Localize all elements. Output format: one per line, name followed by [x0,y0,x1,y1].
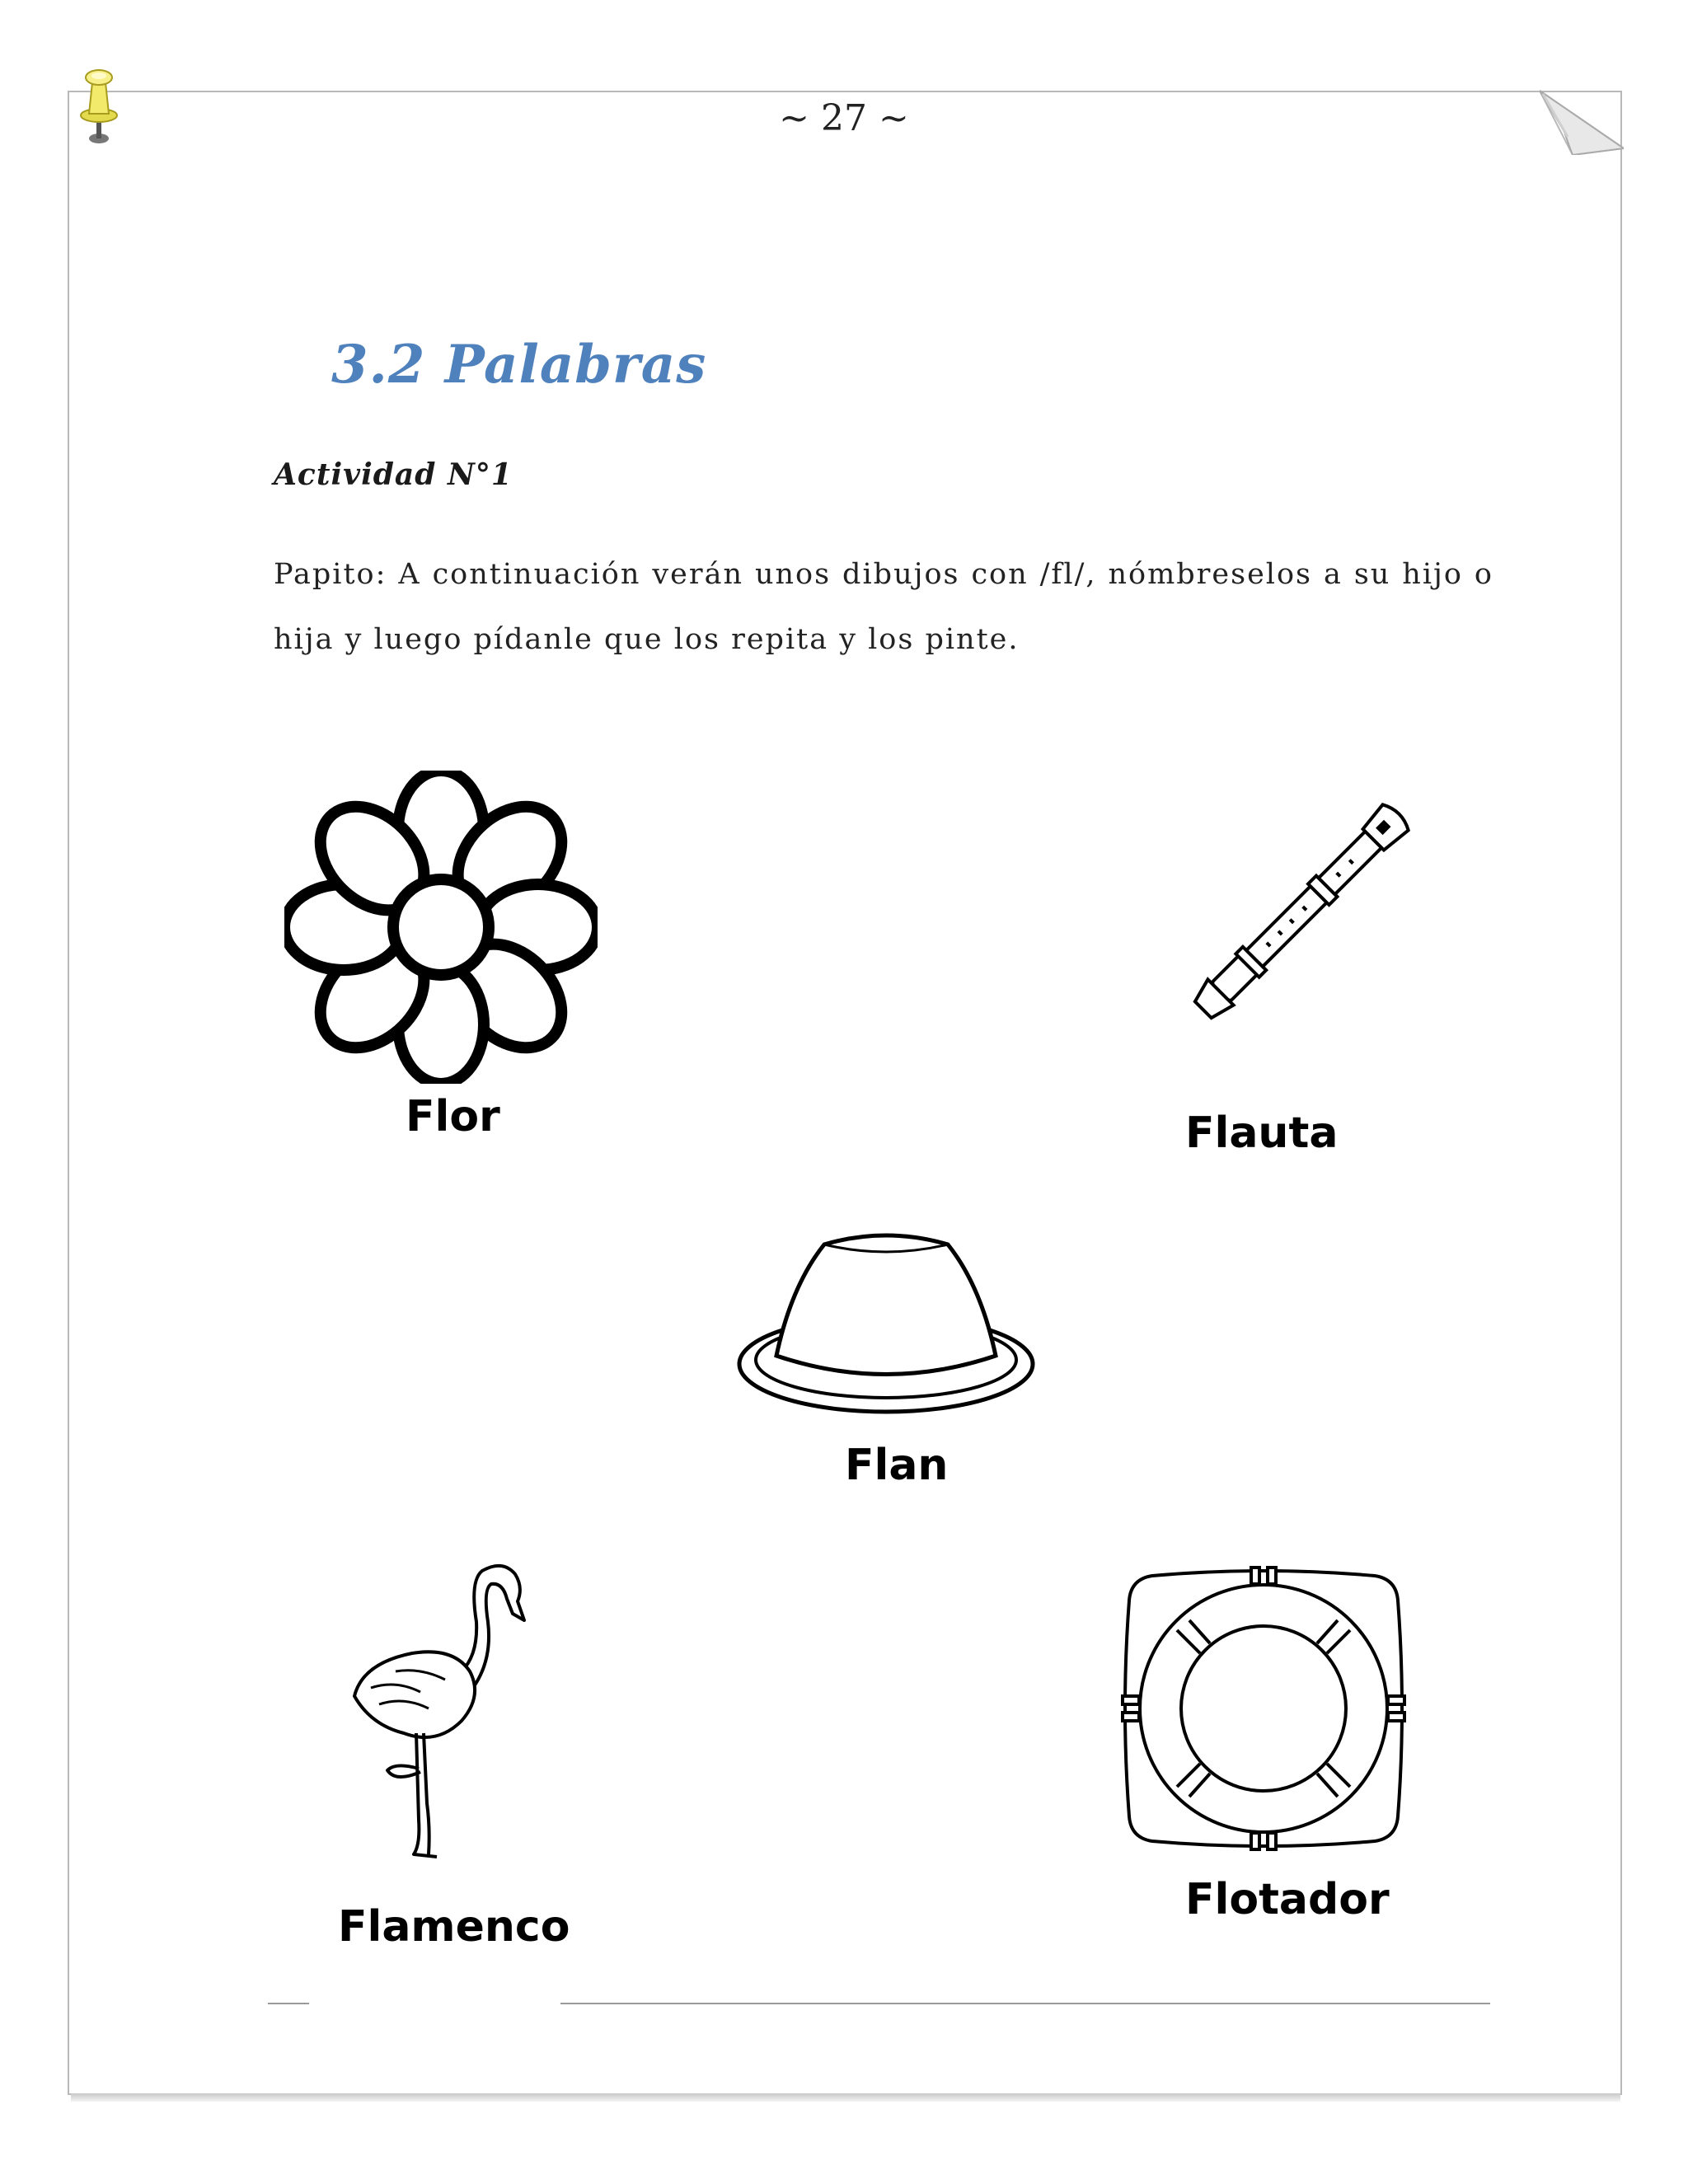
word-flamenco: Flamenco [338,1902,570,1952]
footer-rule-left [268,2003,309,2004]
footer-rule-right [560,2003,1490,2004]
word-flor: Flor [406,1092,500,1141]
activity-label: Actividad N°1 [274,457,513,492]
word-flauta: Flauta [1185,1108,1339,1158]
flamingo-icon [338,1556,544,1877]
flower-icon [284,771,598,1084]
word-flotador: Flotador [1185,1875,1390,1924]
life-ring-icon [1119,1564,1408,1853]
activity-instructions: Papito: A continuación verán unos dibujos con /fl/, nómbreselos a su hijo o hija y luego pídanle que los repita y los pinte. [274,558,1493,656]
recorder-flute-icon [1154,762,1451,1059]
flan-icon [734,1220,1039,1426]
word-flan: Flan [845,1441,949,1490]
page-shadow [71,2093,1620,2102]
page-number: ~ 27 ~ [779,97,909,139]
section-title: 3.2 Palabras [331,334,707,396]
